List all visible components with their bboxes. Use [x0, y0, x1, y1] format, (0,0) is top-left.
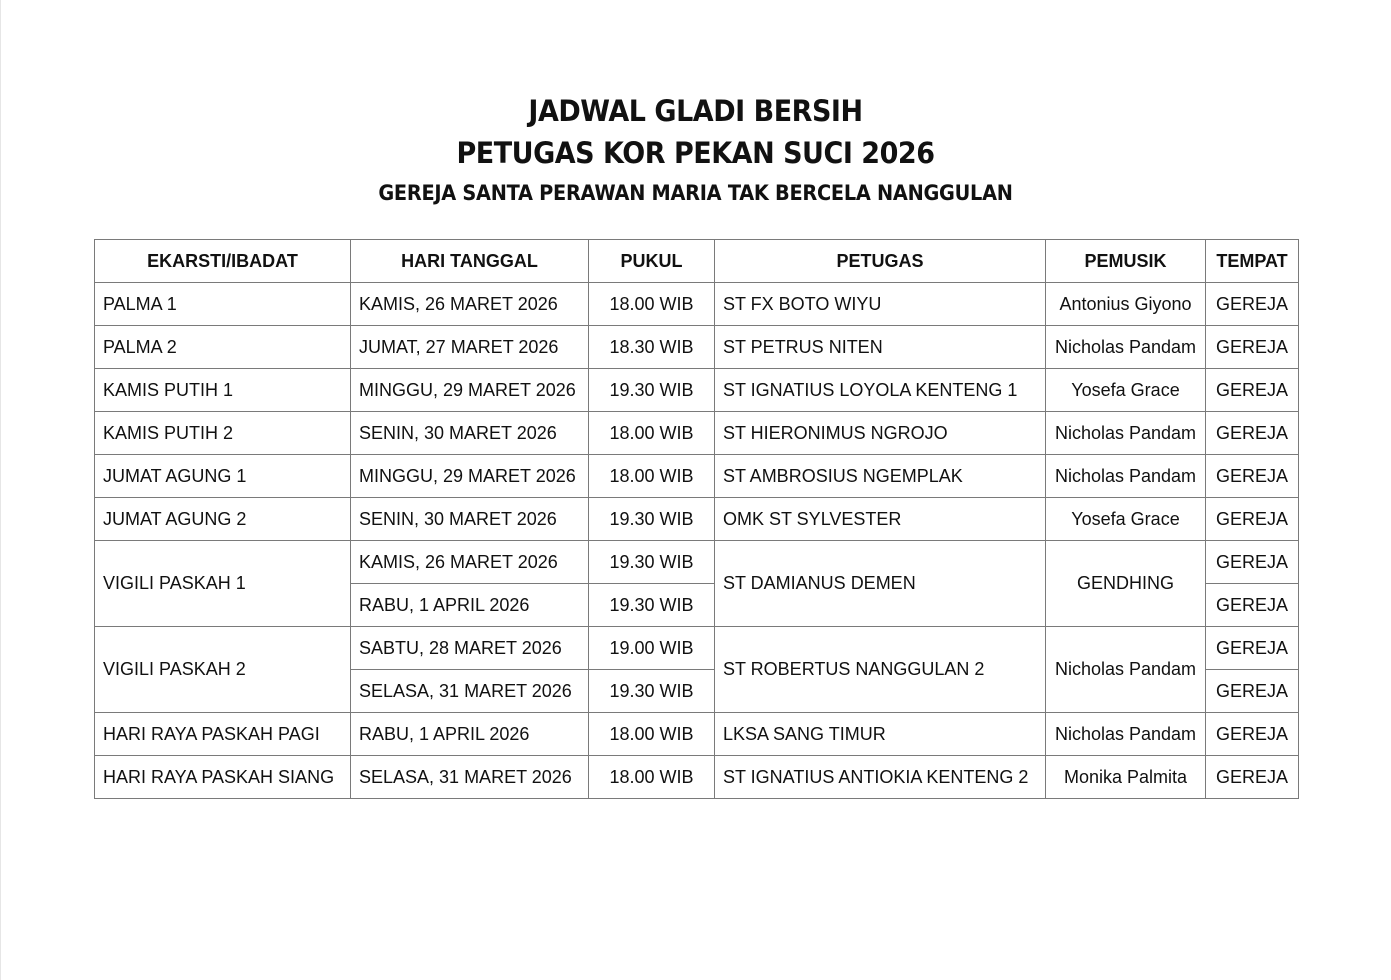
header-ibadat: EKARSTI/IBADAT [95, 240, 351, 283]
cell-tempat: GEREJA [1206, 369, 1299, 412]
table-row [95, 756, 1299, 799]
cell-ibadat: HARI RAYA PASKAH SIANG [95, 756, 351, 799]
cell-hari-tanggal: SENIN, 30 MARET 2026 [351, 498, 589, 541]
cell-hari-tanggal: RABU, 1 APRIL 2026 [351, 713, 589, 756]
cell-pukul: 18.30 WIB [589, 326, 715, 369]
cell-petugas: ST IGNATIUS LOYOLA KENTENG 1 [715, 369, 1046, 412]
cell-hari-tanggal: SELASA, 31 MARET 2026 [351, 670, 589, 713]
cell-tempat: GEREJA [1206, 498, 1299, 541]
cell-pemusik: Yosefa Grace [1046, 369, 1206, 412]
table-row [95, 713, 1299, 756]
cell-pemusik: Nicholas Pandam [1046, 412, 1206, 455]
cell-pukul: 19.30 WIB [589, 670, 715, 713]
schedule-table [94, 239, 1299, 799]
cell-pemusik: GENDHING [1046, 541, 1206, 627]
table-header-row [95, 240, 1299, 283]
cell-pukul: 19.30 WIB [589, 369, 715, 412]
table-row [95, 326, 1299, 369]
cell-hari-tanggal: SELASA, 31 MARET 2026 [351, 756, 589, 799]
cell-pukul: 19.30 WIB [589, 584, 715, 627]
cell-ibadat: KAMIS PUTIH 1 [95, 369, 351, 412]
table-row [95, 498, 1299, 541]
cell-tempat: GEREJA [1206, 627, 1299, 670]
cell-tempat: GEREJA [1206, 756, 1299, 799]
header-pemusik: PEMUSIK [1046, 240, 1206, 283]
header-petugas: PETUGAS [715, 240, 1046, 283]
cell-hari-tanggal: KAMIS, 26 MARET 2026 [351, 541, 589, 584]
cell-pukul: 19.30 WIB [589, 541, 715, 584]
cell-tempat: GEREJA [1206, 283, 1299, 326]
cell-pukul: 19.30 WIB [589, 498, 715, 541]
cell-petugas: ST IGNATIUS ANTIOKIA KENTENG 2 [715, 756, 1046, 799]
table-row [95, 412, 1299, 455]
cell-petugas: ST HIERONIMUS NGROJO [715, 412, 1046, 455]
cell-hari-tanggal: SABTU, 28 MARET 2026 [351, 627, 589, 670]
cell-ibadat: JUMAT AGUNG 1 [95, 455, 351, 498]
table-body [95, 283, 1299, 799]
cell-tempat: GEREJA [1206, 455, 1299, 498]
cell-tempat: GEREJA [1206, 326, 1299, 369]
cell-pukul: 18.00 WIB [589, 756, 715, 799]
cell-pukul: 18.00 WIB [589, 713, 715, 756]
table-row [95, 283, 1299, 326]
header-tempat: TEMPAT [1206, 240, 1299, 283]
cell-hari-tanggal: SENIN, 30 MARET 2026 [351, 412, 589, 455]
cell-pemusik: Nicholas Pandam [1046, 455, 1206, 498]
cell-tempat: GEREJA [1206, 670, 1299, 713]
cell-petugas: ST AMBROSIUS NGEMPLAK [715, 455, 1046, 498]
cell-petugas: ST DAMIANUS DEMEN [715, 541, 1046, 627]
cell-hari-tanggal: MINGGU, 29 MARET 2026 [351, 455, 589, 498]
cell-tempat: GEREJA [1206, 713, 1299, 756]
subtitle: GEREJA SANTA PERAWAN MARIA TAK BERCELA NANGGULAN [378, 181, 1013, 205]
table-row [95, 541, 1299, 584]
cell-ibadat: VIGILI PASKAH 2 [95, 627, 351, 713]
cell-ibadat: PALMA 1 [95, 283, 351, 326]
header-hari-tanggal: HARI TANGGAL [351, 240, 589, 283]
cell-hari-tanggal: JUMAT, 27 MARET 2026 [351, 326, 589, 369]
cell-petugas: LKSA SANG TIMUR [715, 713, 1046, 756]
cell-hari-tanggal: KAMIS, 26 MARET 2026 [351, 283, 589, 326]
cell-petugas: ST FX BOTO WIYU [715, 283, 1046, 326]
cell-pemusik: Monika Palmita [1046, 756, 1206, 799]
cell-hari-tanggal: RABU, 1 APRIL 2026 [351, 584, 589, 627]
document-header [0, 90, 1391, 212]
cell-pukul: 19.00 WIB [589, 627, 715, 670]
cell-pemusik: Nicholas Pandam [1046, 713, 1206, 756]
cell-ibadat: JUMAT AGUNG 2 [95, 498, 351, 541]
cell-pemusik: Yosefa Grace [1046, 498, 1206, 541]
cell-ibadat: PALMA 2 [95, 326, 351, 369]
cell-petugas: ST ROBERTUS NANGGULAN 2 [715, 627, 1046, 713]
title-line-2: PETUGAS KOR PEKAN SUCI 2026 [456, 136, 935, 170]
title-line-1: JADWAL GLADI BERSIH [528, 94, 863, 128]
cell-ibadat: KAMIS PUTIH 2 [95, 412, 351, 455]
header-pukul: PUKUL [589, 240, 715, 283]
cell-pemusik: Nicholas Pandam [1046, 326, 1206, 369]
cell-petugas: ST PETRUS NITEN [715, 326, 1046, 369]
table-row [95, 369, 1299, 412]
cell-pukul: 18.00 WIB [589, 412, 715, 455]
table-row [95, 627, 1299, 670]
cell-pukul: 18.00 WIB [589, 283, 715, 326]
cell-pukul: 18.00 WIB [589, 455, 715, 498]
table-row [95, 455, 1299, 498]
cell-petugas: OMK ST SYLVESTER [715, 498, 1046, 541]
cell-ibadat: VIGILI PASKAH 1 [95, 541, 351, 627]
cell-tempat: GEREJA [1206, 541, 1299, 584]
cell-tempat: GEREJA [1206, 584, 1299, 627]
cell-tempat: GEREJA [1206, 412, 1299, 455]
cell-hari-tanggal: MINGGU, 29 MARET 2026 [351, 369, 589, 412]
cell-pemusik: Nicholas Pandam [1046, 627, 1206, 713]
cell-ibadat: HARI RAYA PASKAH PAGI [95, 713, 351, 756]
cell-pemusik: Antonius Giyono [1046, 283, 1206, 326]
